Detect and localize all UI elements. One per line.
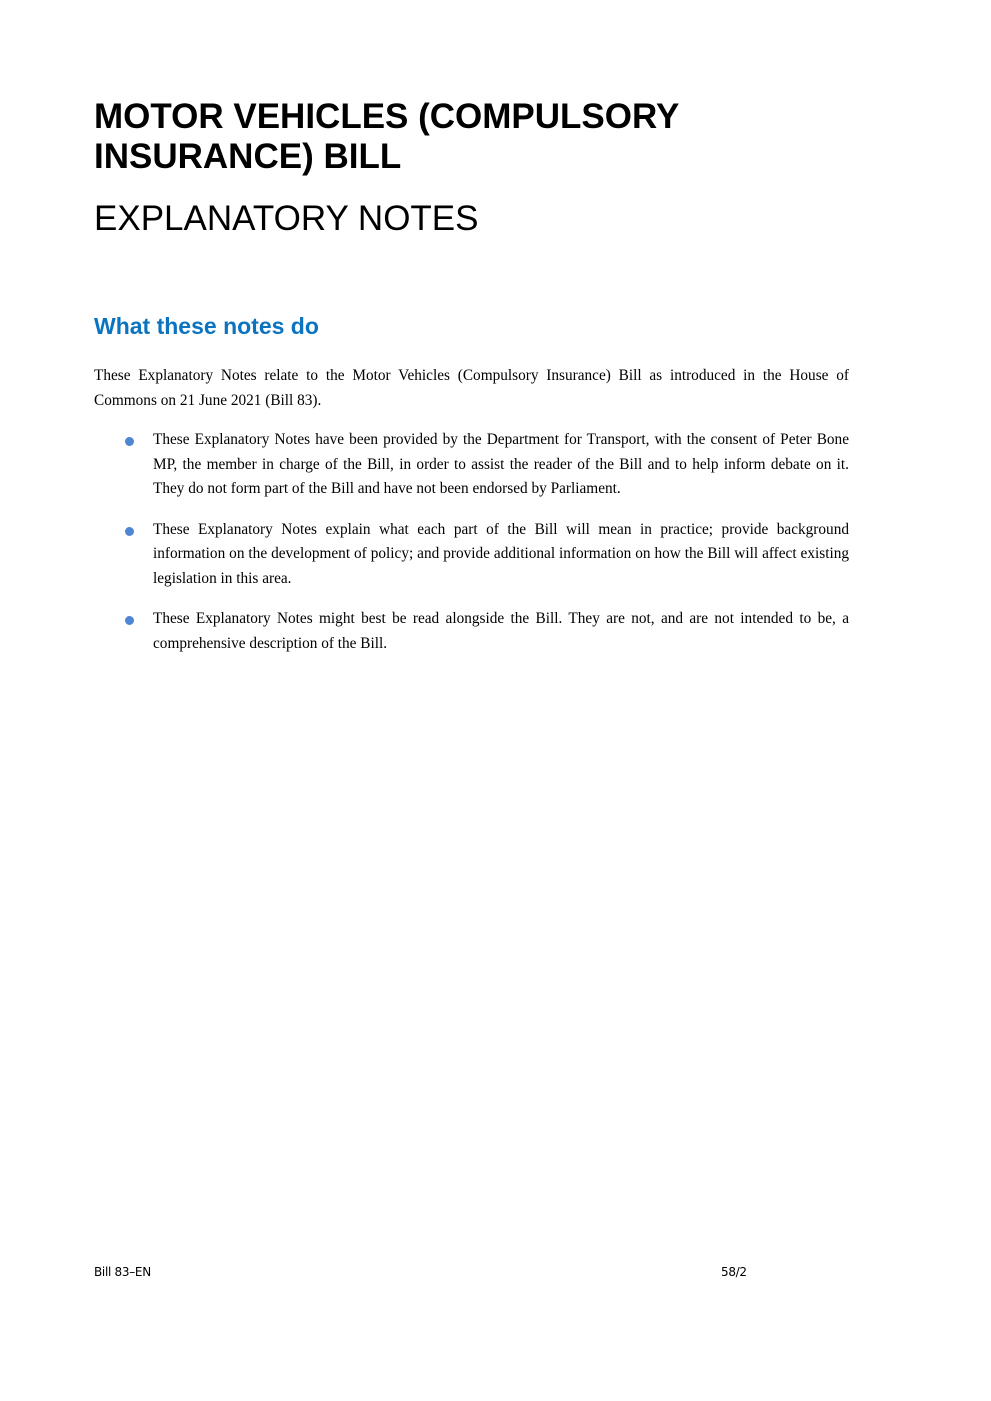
bullet-text: These Explanatory Notes explain what each part of the Bill will mean in practice; provide background information on the development of policy; and provide additional information on how the Bill will affect existing legislation in this area.	[153, 520, 849, 587]
bullet-item	[94, 428, 849, 502]
bullet-item	[94, 607, 849, 656]
bullet-item	[94, 518, 849, 592]
bullet-dot-icon	[125, 527, 134, 536]
bullet-text: These Explanatory Notes have been provided by the Department for Transport, with the consent of Peter Bone MP, the member in charge of the Bill, in order to assist the reader of the Bill and to help inform debate on it. They do not form part of the Bill and have not been endorsed by Parliament.	[153, 431, 849, 497]
footer-print-reference: 58/2	[721, 1265, 747, 1279]
document-subtitle: EXPLANATORY NOTES	[94, 199, 479, 238]
bullet-list	[94, 428, 849, 672]
bullet-dot-icon	[125, 437, 134, 446]
intro-paragraph: These Explanatory Notes relate to the Motor Vehicles (Compulsory Insurance) Bill as introduced in the House of Commons on 21 June 2021 (Bill 83).	[94, 367, 849, 409]
footer-bill-reference: Bill 83–EN	[94, 1265, 151, 1279]
document-title: MOTOR VEHICLES (COMPULSORY INSURANCE) BILL	[94, 97, 679, 176]
bullet-dot-icon	[125, 616, 134, 625]
section-heading: What these notes do	[94, 313, 319, 339]
bullet-text: These Explanatory Notes might best be read alongside the Bill. They are not, and are not intended to be, a comprehensive description of the Bill.	[153, 610, 849, 652]
